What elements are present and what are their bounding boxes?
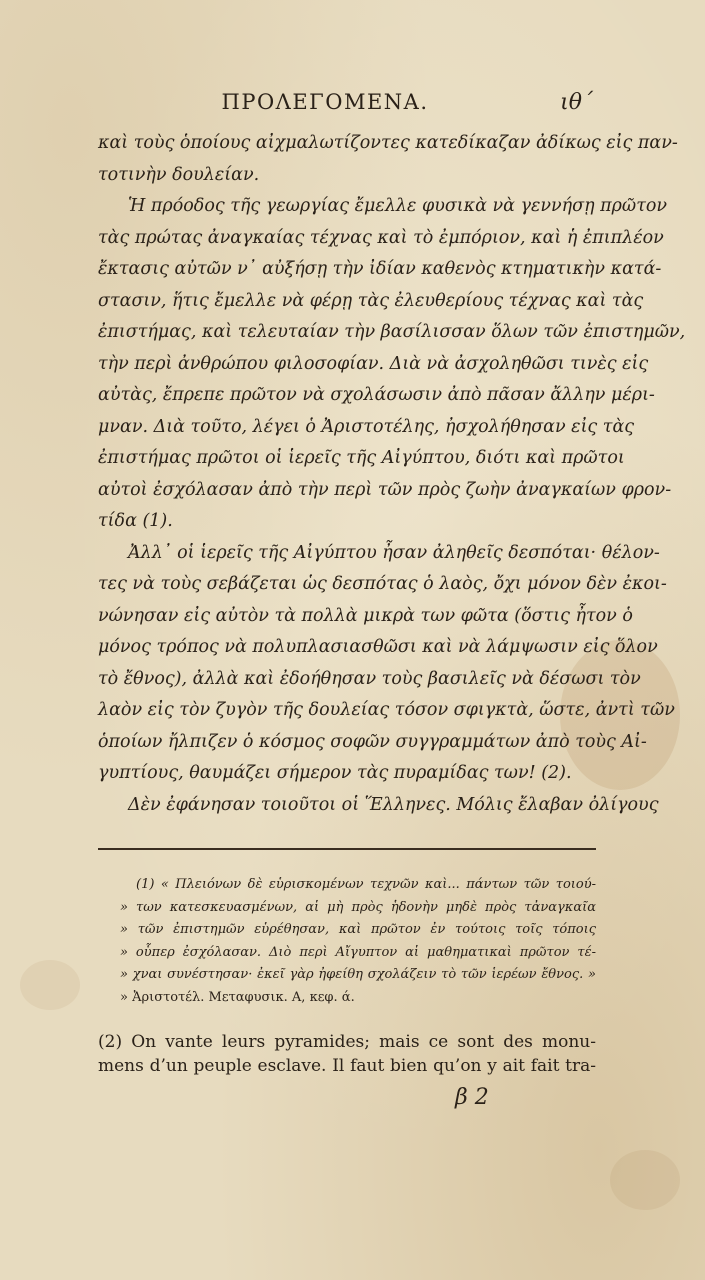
text-line: ἔκτασις αὐτῶν ν᾽ αὐξήσῃ τὴν ἰδίαν καθενὸς κτηματικὴν κατά- (98, 259, 662, 279)
running-title: ΠΡΟΛΕΓΟΜΕΝΑ. (221, 90, 429, 114)
text-line: τες νὰ τοὺς σεβάζεται ὡς δεσπότας ὁ λαὸς, ὄχι μόνον δὲν ἐκοι- (98, 574, 667, 594)
footnote-line: » Ἀριστοτέλ. Μεταφυσικ. Α, κεφ. ά. (120, 989, 355, 1005)
text-line: καὶ τοὺς ὁποίους αἰχμαλωτίζοντες κατεδίκαζαν ἀδίκως εἰς παν- (98, 133, 678, 153)
text-line: αὐτοὶ ἐσχόλασαν ἀπὸ τὴν περὶ τῶν πρὸς ζωὴν ἀναγκαίων φρον- (98, 479, 672, 500)
footnote-line: (1) « Πλειόνων δὲ εὑρισκομένων τεχνῶν καὶ... πάντων τῶν τοιού- (136, 877, 596, 892)
signature-mark: β 2 (455, 1085, 489, 1110)
footnote-line: » των κατεσκευασμένων, αἱ μὴ πρὸς ἡδονὴν μηδὲ πρὸς τἀναγκαῖα (120, 899, 596, 915)
footnote-line: mens d’un peuple esclave. Il faut bien qu’on y ait fait tra- (98, 1056, 596, 1076)
text-line: γυπτίους, θαυμάζει σήμερον τὰς πυραμίδας των! (2). (98, 763, 572, 783)
text-line: τὸ ἔθνος), ἀλλὰ καὶ ἐδοήθησαν τοὺς βασιλεῖς νὰ δέσωσι τὸν (98, 668, 641, 689)
paper-stain (610, 1150, 680, 1210)
text-line: μναν. Διὰ τοῦτο, λέγει ὁ Ἀριστοτέλης, ἠσχολήθησαν εἰς τὰς (98, 416, 635, 437)
body-text (98, 128, 686, 821)
text-line: μόνος τρόπος νὰ πολυπλασιασθῶσι καὶ νὰ λάμψωσιν εἰς ὅλον (98, 637, 658, 657)
text-line: ὁποίων ἤλπιζεν ὁ κόσμος σοφῶν συγγραμμάτων ἀπὸ τοὺς Αἰ- (98, 731, 647, 752)
footnote-1 (98, 874, 596, 1009)
text-line: Δὲν ἐφάνησαν τοιοῦτοι οἱ Ἕλληνες. Μόλις ἔλαβαν ὀλίγους (128, 794, 659, 815)
text-line: Ἀλλ᾽ οἱ ἱερεῖς τῆς Αἰγύπτου ἦσαν ἀληθεῖς δεσπόται· θέλον- (128, 542, 660, 563)
text-line: στασιν, ἥτις ἔμελλε νὰ φέρῃ τὰς ἐλευθερίους τέχνας καὶ τὰς (98, 290, 644, 311)
text-line: αὐτὰς, ἔπρεπε πρῶτον νὰ σχολάσωσιν ἀπὸ πᾶσαν ἄλλην μέρι- (98, 385, 655, 405)
text-line: τοτινὴν δουλείαν. (98, 164, 260, 185)
footnote-rule (98, 848, 596, 850)
footnote-line: (2) On vante leurs pyramides; mais ce sont des monu- (98, 1032, 596, 1052)
footnote-line: » οὗπερ ἐσχόλασαν. Διὸ περὶ Αἴγυπτον αἱ μαθηματικαὶ πρῶτον τέ- (120, 944, 596, 960)
text-line: ἐπιστήμας, καὶ τελευταίαν τὴν βασίλισσαν ὅλων τῶν ἐπιστημῶν, (98, 322, 686, 342)
text-line: τὴν περὶ ἀνθρώπου φιλοσοφίαν. Διὰ νὰ ἀσχοληθῶσι τινὲς εἰς (98, 353, 649, 374)
footnote-2 (98, 1030, 596, 1078)
footnote-line: » χναι συνέστησαν· ἐκεῖ γὰρ ἠφείθη σχολάζειν τὸ τῶν ἱερέων ἔθνος. » (120, 967, 596, 982)
text-line: νώνησαν εἰς αὐτὸν τὰ πολλὰ μικρὰ των φῶτα (ὅστις ἦτον ὁ (98, 605, 633, 626)
text-line: τὰς πρώτας ἀναγκαίας τέχνας καὶ τὸ ἐμπόριον, καὶ ἡ ἐπιπλέον (98, 227, 664, 248)
text-line: λαὸν εἰς τὸν ζυγὸν τῆς δουλείας τόσον σφιγκτὰ, ὥστε, ἀντὶ τῶν (98, 700, 675, 720)
text-line: Ἡ πρόοδος τῆς γεωργίας ἔμελλε φυσικὰ νὰ γεννήσῃ πρῶτον (128, 196, 668, 216)
text-line: ἐπιστήμας πρῶτοι οἱ ἱερεῖς τῆς Αἰγύπτου, διότι καὶ πρῶτοι (98, 448, 625, 468)
paper-stain (20, 960, 80, 1010)
page-header (0, 90, 705, 120)
footnote-line: » τῶν ἐπιστημῶν εὑρέθησαν, καὶ πρῶτον ἐν τούτοις τοῖς τόποις (120, 922, 596, 937)
page-number: ιθ΄ (560, 90, 593, 115)
text-line: τίδα (1). (98, 511, 173, 531)
